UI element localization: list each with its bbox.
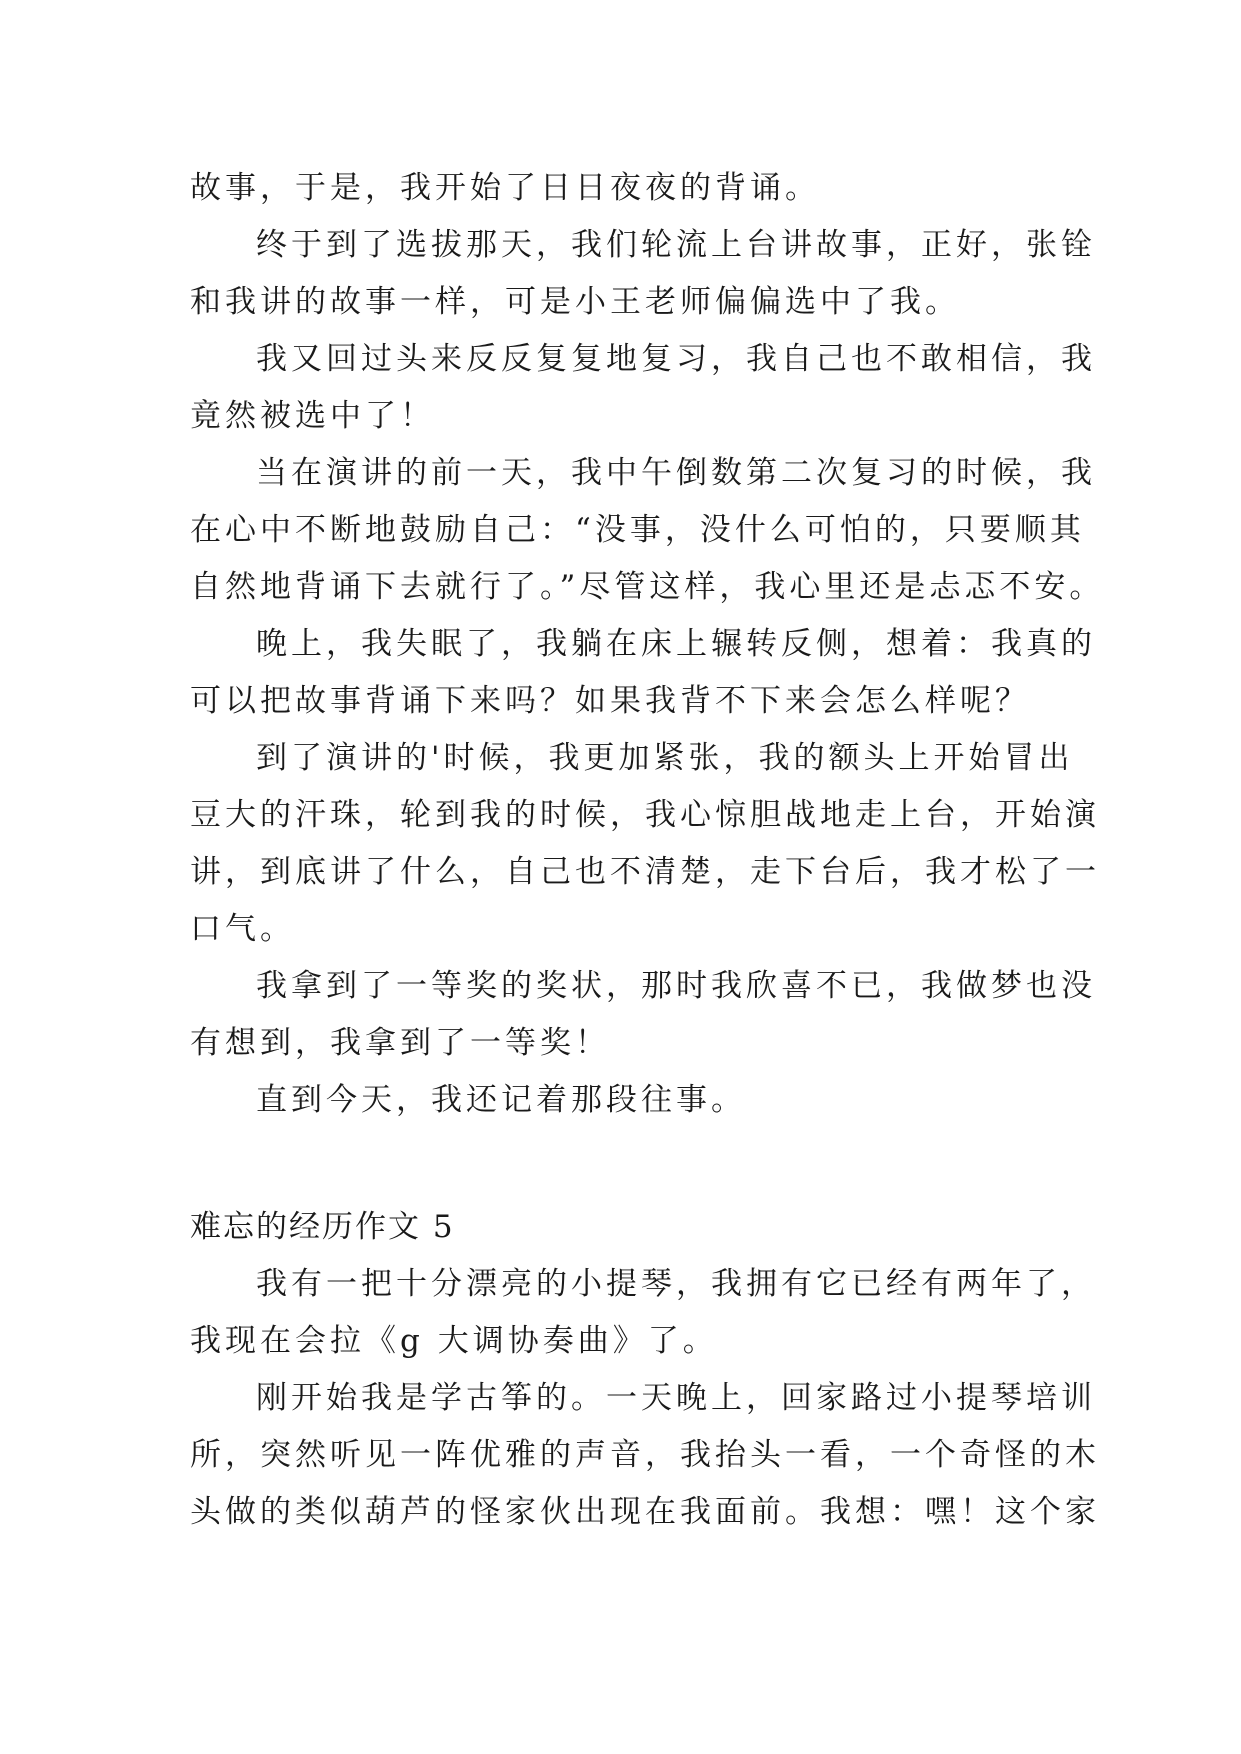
text-line: 故事，于是，我开始了日日夜夜的背诵。 — [190, 170, 820, 206]
text-line: 有想到，我拿到了一等奖！ — [190, 1025, 610, 1061]
text-line: 我又回过头来反反复复地复习，我自己也不敢相信，我 — [256, 341, 1096, 377]
text-line: 到了演讲的'时候，我更加紧张，我的额头上开始冒出 — [256, 740, 1074, 776]
text-line: 所，突然听见一阵优雅的声音，我抬头一看，一个奇怪的木 — [190, 1437, 1100, 1473]
text-line: 讲，到底讲了什么，自己也不清楚，走下台后，我才松了一 — [190, 854, 1100, 890]
text-line: 可以把故事背诵下来吗？如果我背不下来会怎么样呢？ — [190, 683, 1030, 719]
text-line: 刚开始我是学古筝的。一天晚上，回家路过小提琴培训 — [256, 1380, 1096, 1416]
section-heading: 难忘的经历作文 5 — [190, 1209, 455, 1245]
text-line: 豆大的汗珠，轮到我的时候，我心惊胆战地走上台，开始演 — [190, 797, 1100, 833]
text-line: 自然地背诵下去就行了。”尽管这样，我心里还是忐忑不安。 — [190, 569, 1105, 605]
text-line: 我拿到了一等奖的奖状，那时我欣喜不已，我做梦也没 — [256, 968, 1096, 1004]
text-line: 晚上，我失眠了，我躺在床上辗转反侧，想着：我真的 — [256, 626, 1096, 662]
text-line: 在心中不断地鼓励自己：“没事，没什么可怕的，只要顺其 — [190, 512, 1085, 548]
text-line: 和我讲的故事一样，可是小王老师偏偏选中了我。 — [190, 284, 960, 320]
text-line: 口气。 — [190, 911, 295, 947]
text-line: 直到今天，我还记着那段往事。 — [256, 1082, 746, 1118]
text-line: 我现在会拉《g 大调协奏曲》了。 — [190, 1323, 718, 1359]
text-line: 我有一把十分漂亮的小提琴，我拥有它已经有两年了， — [256, 1266, 1096, 1302]
text-line: 头做的类似葫芦的怪家伙出现在我面前。我想：嘿！这个家 — [190, 1494, 1100, 1530]
text-line: 终于到了选拔那天，我们轮流上台讲故事，正好，张铨 — [256, 227, 1096, 263]
text-line: 竟然被选中了！ — [190, 398, 435, 434]
text-line: 当在演讲的前一天，我中午倒数第二次复习的时候，我 — [256, 455, 1096, 491]
